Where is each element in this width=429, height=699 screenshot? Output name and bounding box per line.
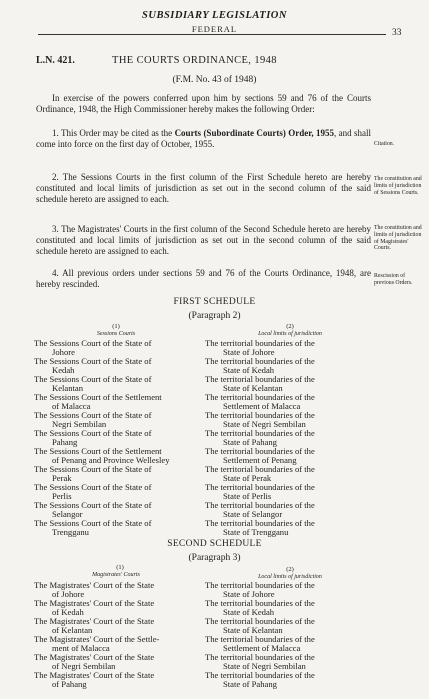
preamble-text: In exercise of the powers conferred upon him by sections 59 and 76 of the Courts Ordinance, 1948, the High Commissioner hereby makes the following Order: (36, 93, 371, 114)
second-schedule-court-line: of Kedah (52, 607, 84, 617)
second-schedule-court-cell (34, 617, 205, 635)
fm-reference: (F.M. No. 43 of 1948) (172, 75, 257, 85)
first-schedule-court-cell (34, 483, 205, 501)
first-schedule-court-line: Selangor (52, 509, 83, 519)
first-schedule-court-line: The Sessions Court of the State of (34, 518, 152, 528)
margin-note-rescission: Rescission of previous Orders. (374, 273, 413, 286)
first-schedule-table (34, 339, 394, 537)
margin-note-sessions: The constitution and limits of jurisdiction of Sessions Courts. (374, 176, 422, 196)
first-schedule-limits-cell (205, 339, 394, 357)
first-schedule-court-line: The Sessions Court of the State of (34, 338, 152, 348)
first-schedule-limits-cell (205, 429, 394, 447)
preamble (36, 93, 371, 115)
second-schedule-court-line: of Kelantan (52, 625, 93, 635)
first-schedule-limits-line: State of Kelantan (223, 383, 283, 393)
paragraph-2-text: 2. The Sessions Courts in the first column of the First Schedule hereto are hereby constituted and local limits of jurisdiction as set out in the second column of the said schedule hereto are assigned to each. (36, 172, 371, 204)
first-schedule-limits-line: The territorial boundaries of the (205, 482, 315, 492)
first-schedule-court-line: The Sessions Court of the Settlement (34, 392, 162, 402)
second-schedule-court-line: ment of Malacca (52, 643, 110, 653)
second-schedule-limits-line: State of Pahang (223, 679, 277, 689)
first-schedule-court-line: The Sessions Court of the State of (34, 500, 152, 510)
first-schedule-row (34, 447, 394, 465)
second-schedule-limits-line: State of Kedah (223, 607, 275, 617)
second-schedule-limits-cell (205, 617, 394, 635)
first-schedule-limits-line: State of Selangor (223, 509, 283, 519)
first-schedule-limits-cell (205, 393, 394, 411)
first-schedule-limits-line: The territorial boundaries of the (205, 500, 315, 510)
second-schedule-col1-header: Magistrates' Courts (92, 572, 140, 578)
second-schedule-court-line: The Magistrates' Court of the State (34, 670, 155, 680)
paragraph-1 (36, 128, 371, 150)
second-schedule-court-cell (34, 671, 205, 689)
paragraph-4-text: 4. All previous orders under sections 59 and 76 of the Courts Ordinance, 1948, are hereby rescinded. (36, 268, 371, 289)
first-schedule-limits-cell (205, 519, 394, 537)
first-schedule-limits-line: The territorial boundaries of the (205, 518, 315, 528)
first-schedule-court-cell (34, 501, 205, 519)
first-schedule-limits-line: The territorial boundaries of the (205, 392, 315, 402)
second-schedule-court-line: of Johore (52, 589, 85, 599)
first-schedule-col1-header: Sessions Courts (96, 331, 136, 337)
margin-note-citation: Citation. (374, 141, 395, 147)
first-schedule-limits-line: State of Perak (223, 473, 272, 483)
first-schedule-limits-line: The territorial boundaries of the (205, 464, 315, 474)
second-schedule-limits-line: State of Johore (223, 589, 275, 599)
first-schedule-row (34, 393, 394, 411)
header-rule (38, 34, 386, 35)
first-schedule-limits-line: The territorial boundaries of the (205, 338, 315, 348)
first-schedule-court-cell (34, 411, 205, 429)
first-schedule-court-cell (34, 357, 205, 375)
first-schedule-court-cell (34, 447, 205, 465)
paragraph-3 (36, 224, 371, 257)
second-schedule-court-line: The Magistrates' Court of the Settle- (34, 634, 160, 644)
second-schedule-court-line: The Magistrates' Court of the State (34, 616, 155, 626)
second-schedule-limits-cell (205, 671, 394, 689)
first-schedule-paragraph: (Paragraph 2) (188, 311, 241, 321)
second-schedule-limits-cell (205, 599, 394, 617)
first-schedule-limits-cell (205, 411, 394, 429)
second-schedule-court-line: of Negri Sembilan (52, 661, 116, 671)
header-title: SUBSIDIARY LEGISLATION (142, 10, 287, 21)
second-schedule-title: SECOND SCHEDULE (167, 539, 262, 549)
first-schedule-row (34, 465, 394, 483)
second-schedule-paragraph: (Paragraph 3) (188, 553, 241, 563)
second-schedule-limits-line: The territorial boundaries of the (205, 652, 315, 662)
second-schedule-court-cell (34, 599, 205, 617)
second-schedule-row (34, 581, 394, 599)
first-schedule-limits-line: State of Trengganu (223, 527, 289, 537)
first-schedule-court-cell (34, 429, 205, 447)
second-schedule-limits-line: The territorial boundaries of the (205, 670, 315, 680)
first-schedule-row (34, 501, 394, 519)
second-schedule-limits-line: The territorial boundaries of the (205, 598, 315, 608)
second-schedule-limits-line: State of Negri Sembilan (223, 661, 306, 671)
first-schedule-court-line: Kelantan (52, 383, 84, 393)
first-schedule-court-line: The Sessions Court of the State of (34, 410, 152, 420)
first-schedule-court-line: Kedah (52, 365, 75, 375)
first-schedule-title: FIRST SCHEDULE (173, 297, 256, 307)
second-schedule-row (34, 599, 394, 617)
first-schedule-limits-line: Settlement of Penang (223, 455, 297, 465)
second-schedule-limits-cell (205, 653, 394, 671)
first-schedule-limits-cell (205, 465, 394, 483)
second-schedule-limits-cell (205, 635, 394, 653)
first-schedule-limits-line: Settlement of Malacca (223, 401, 301, 411)
first-schedule-limits-cell (205, 483, 394, 501)
first-schedule-limits-line: The territorial boundaries of the (205, 428, 315, 438)
first-schedule-court-line: Perak (52, 473, 72, 483)
first-schedule-court-line: Johore (52, 347, 75, 357)
first-schedule-court-cell (34, 393, 205, 411)
paragraph-1-start: 1. This Order may be cited as the (52, 128, 175, 138)
first-schedule-court-cell (34, 465, 205, 483)
first-schedule-row (34, 519, 394, 537)
second-schedule-limits-line: Settlement of Malacca (223, 643, 301, 653)
first-schedule-limits-line: The territorial boundaries of the (205, 374, 315, 384)
first-schedule-court-line: of Penang and Province Wellesley (52, 455, 170, 465)
first-schedule-court-line: The Sessions Court of the State of (34, 464, 152, 474)
first-schedule-court-cell (34, 519, 205, 537)
first-schedule-limits-cell (205, 501, 394, 519)
first-schedule-limits-line: State of Kedah (223, 365, 275, 375)
first-schedule-limits-line: The territorial boundaries of the (205, 410, 315, 420)
second-schedule-limits-line: The territorial boundaries of the (205, 616, 315, 626)
second-schedule-court-cell (34, 581, 205, 599)
second-schedule-col1-number: (1) (116, 564, 124, 571)
second-schedule-limits-line: The territorial boundaries of the (205, 580, 315, 590)
paragraph-1-end: , and shall come into force on the first day of October, 1955. (36, 128, 371, 149)
second-schedule-court-cell (34, 635, 205, 653)
first-schedule-court-cell (34, 375, 205, 393)
second-schedule-row (34, 617, 394, 635)
first-schedule-court-line: The Sessions Court of the Settlement (34, 446, 162, 456)
second-schedule-table (34, 581, 394, 689)
order-name: Courts (Subordinate Courts) Order, 1955 (174, 128, 334, 138)
first-schedule-col2-number: (2) (286, 323, 294, 330)
first-schedule-court-line: The Sessions Court of the State of (34, 374, 152, 384)
first-schedule-col1-number: (1) (112, 323, 120, 330)
first-schedule-row (34, 357, 394, 375)
second-schedule-col2-number: (2) (286, 566, 294, 573)
first-schedule-court-line: The Sessions Court of the State of (34, 356, 152, 366)
first-schedule-limits-line: State of Johore (223, 347, 275, 357)
first-schedule-row (34, 375, 394, 393)
second-schedule-court-line: The Magistrates' Court of the State (34, 652, 155, 662)
second-schedule-row (34, 653, 394, 671)
second-schedule-court-line: of Pahang (52, 679, 87, 689)
paragraph-3-text: 3. The Magistrates' Courts in the first column of the Second Schedule hereto are hereby constituted and local limits of jurisdiction as set out in the second column of the said schedule hereto are assigned to each. (36, 224, 371, 256)
paragraph-4 (36, 268, 371, 290)
second-schedule-col2-header: Local limits of jurisdiction (258, 574, 322, 580)
first-schedule-row (34, 411, 394, 429)
first-schedule-court-line: Negri Sembilan (52, 419, 107, 429)
first-schedule-court-cell (34, 339, 205, 357)
first-schedule-row (34, 339, 394, 357)
first-schedule-court-line: Trengganu (52, 527, 89, 537)
first-schedule-limits-cell (205, 375, 394, 393)
first-schedule-row (34, 429, 394, 447)
second-schedule-court-line: The Magistrates' Court of the State (34, 598, 155, 608)
first-schedule-row (34, 483, 394, 501)
first-schedule-limits-cell (205, 447, 394, 465)
second-schedule-limits-cell (205, 581, 394, 599)
first-schedule-limits-line: The territorial boundaries of the (205, 356, 315, 366)
second-schedule-limits-line: The territorial boundaries of the (205, 634, 315, 644)
first-schedule-limits-line: State of Negri Sembilan (223, 419, 306, 429)
second-schedule-court-cell (34, 653, 205, 671)
ordinance-title: THE COURTS ORDINANCE, 1948 (112, 55, 277, 66)
first-schedule-limits-line: State of Pahang (223, 437, 277, 447)
first-schedule-limits-line: State of Perlis (223, 491, 272, 501)
second-schedule-row (34, 671, 394, 689)
second-schedule-court-line: The Magistrates' Court of the State (34, 580, 155, 590)
first-schedule-court-line: of Malacca (52, 401, 91, 411)
first-schedule-limits-line: The territorial boundaries of the (205, 446, 315, 456)
header-subtitle: FEDERAL (191, 24, 238, 34)
page-number: 33 (392, 28, 402, 38)
second-schedule-row (34, 635, 394, 653)
second-schedule-limits-line: State of Kelantan (223, 625, 283, 635)
first-schedule-court-line: The Sessions Court of the State of (34, 428, 152, 438)
first-schedule-col2-header: Local limits of jurisdiction (258, 331, 322, 337)
first-schedule-limits-cell (205, 357, 394, 375)
margin-note-magistrates: The constitution and limits of jurisdiction of Magistrates' Courts. (374, 225, 422, 252)
first-schedule-court-line: Perlis (52, 491, 72, 501)
paragraph-2 (36, 172, 371, 205)
first-schedule-court-line: The Sessions Court of the State of (34, 482, 152, 492)
notice-number: L.N. 421. (36, 55, 75, 66)
first-schedule-court-line: Pahang (52, 437, 78, 447)
